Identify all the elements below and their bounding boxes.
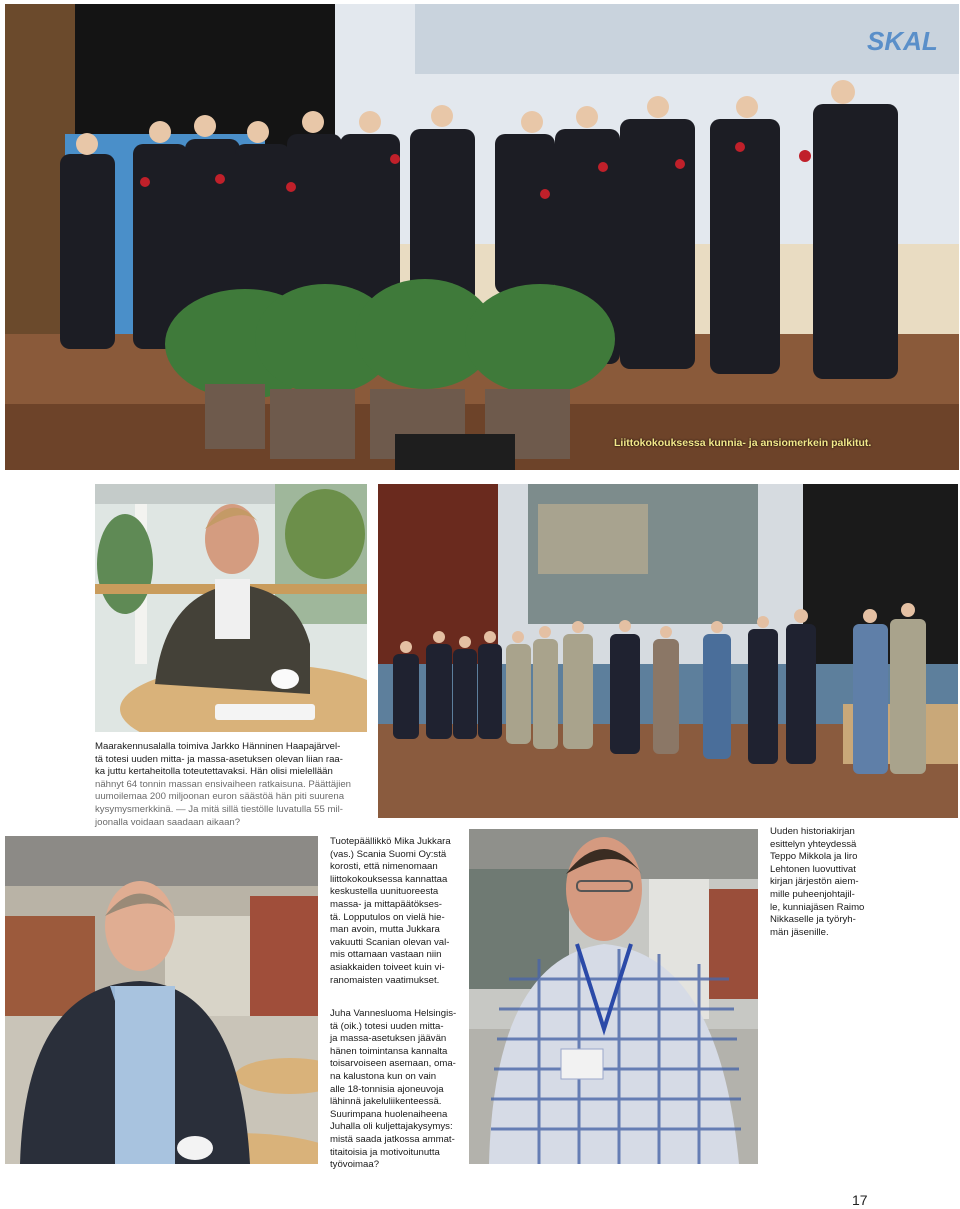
caption-line: na kalustona kun on vain bbox=[330, 1070, 437, 1082]
photo-man-at-table bbox=[95, 484, 367, 732]
caption-line: joonalla voidaan saadaan aikaan? bbox=[95, 816, 241, 828]
photo-man-in-lobby bbox=[5, 836, 318, 1164]
top-photo-award-ceremony bbox=[5, 4, 959, 470]
caption-line: työvoimaa? bbox=[330, 1159, 380, 1171]
caption-line: alle 18-tonnisia ajoneuvoja bbox=[330, 1083, 444, 1095]
caption-line: tä totesi uuden mitta- ja massa-asetuksen olevan liian raa- bbox=[95, 753, 343, 765]
caption-line: titaitoisia ja motivoitunutta bbox=[330, 1146, 440, 1158]
caption-line: mis ottamaan vastaan niin bbox=[330, 949, 442, 961]
caption-line: kirjan järjestön aiem- bbox=[770, 876, 859, 888]
caption-line: Juha Vannesluoma Helsingis- bbox=[330, 1008, 457, 1019]
caption-history-book bbox=[770, 826, 880, 939]
caption-line: lähinnä jakeluliikenteessä. bbox=[330, 1096, 442, 1108]
caption-line: ranomaisten vaatimukset. bbox=[330, 974, 440, 986]
caption-line: man avoin, mutta Jukkara bbox=[330, 924, 440, 936]
caption-line: ka juttu kertaheitolla toteutettavaksi. Hän olisi mielellään bbox=[95, 766, 333, 778]
skal-logo: SKAL bbox=[867, 26, 938, 56]
caption-line: Juhalla oli kuljettajakysymys: bbox=[330, 1121, 453, 1133]
photo-man-checked-shirt bbox=[469, 829, 758, 1164]
caption-line: ja massa-asetuksen jäävän bbox=[330, 1033, 447, 1045]
caption-line: mistä saada jatkossa ammat- bbox=[330, 1133, 455, 1145]
caption-line: Suurimpana huolenaiheena bbox=[330, 1108, 448, 1120]
caption-line: Tuotepäällikkö Mika Jukkara bbox=[330, 836, 451, 847]
caption-line: vakuutti Scanian olevan val- bbox=[330, 936, 450, 948]
caption-line: le, kunniajäsen Raimo bbox=[770, 901, 865, 913]
caption-line: esittelyn yhteydessä bbox=[770, 838, 857, 850]
caption-line: toisarvoiseen asemaan, oma- bbox=[330, 1058, 456, 1070]
caption-line: mille puheenjohtajil- bbox=[770, 888, 855, 900]
caption-line: uumoilemaa 200 miljoonan euron säästöä hän piti suurena bbox=[95, 791, 345, 803]
caption-line: tä (oik.) totesi uuden mitta- bbox=[330, 1020, 444, 1032]
top-photo-caption: Liittokokouksessa kunnia- ja ansiomerkein palkitut. bbox=[614, 437, 872, 449]
caption-line: keskustella uunituoreesta bbox=[330, 886, 439, 898]
caption-line: massa- ja mittapäätökses- bbox=[330, 898, 442, 910]
caption-line: män jäsenille. bbox=[770, 926, 829, 938]
caption-line: tä. Lopputulos on vielä hie- bbox=[330, 911, 445, 923]
caption-line: Maarakennusalalla toimiva Jarkko Hänninen Haapajärvel- bbox=[95, 741, 341, 752]
caption-line: Nikkaselle ja työryh- bbox=[770, 914, 856, 926]
caption-line: (vas.) Scania Suomi Oy:stä bbox=[330, 848, 447, 860]
caption-line: asiakkaiden toiveet kuin vi- bbox=[330, 961, 445, 973]
caption-line: liittokokouksessa kannattaa bbox=[330, 873, 448, 885]
caption-jarkko bbox=[95, 741, 385, 829]
caption-line: Lehtonen luovuttivat bbox=[770, 863, 856, 875]
caption-line: hänen toimintansa kannalta bbox=[330, 1045, 448, 1057]
caption-line: kysymysmerkkinä. — Ja mitä sillä tiestölle luvatulla 55 mil- bbox=[95, 803, 343, 815]
caption-line: nähnyt 64 tonnin massan ensivaiheen ratkaisuna. Päättäjien bbox=[95, 778, 352, 790]
caption-line: Teppo Mikkola ja Iiro bbox=[770, 851, 858, 863]
caption-juha bbox=[330, 1008, 465, 1172]
caption-line: korosti, että nimenomaan bbox=[330, 861, 438, 873]
page-number: 17 bbox=[852, 1192, 868, 1208]
caption-mika bbox=[330, 836, 465, 987]
photo-stage-group bbox=[378, 484, 958, 818]
caption-line: Uuden historiakirjan bbox=[770, 826, 855, 837]
